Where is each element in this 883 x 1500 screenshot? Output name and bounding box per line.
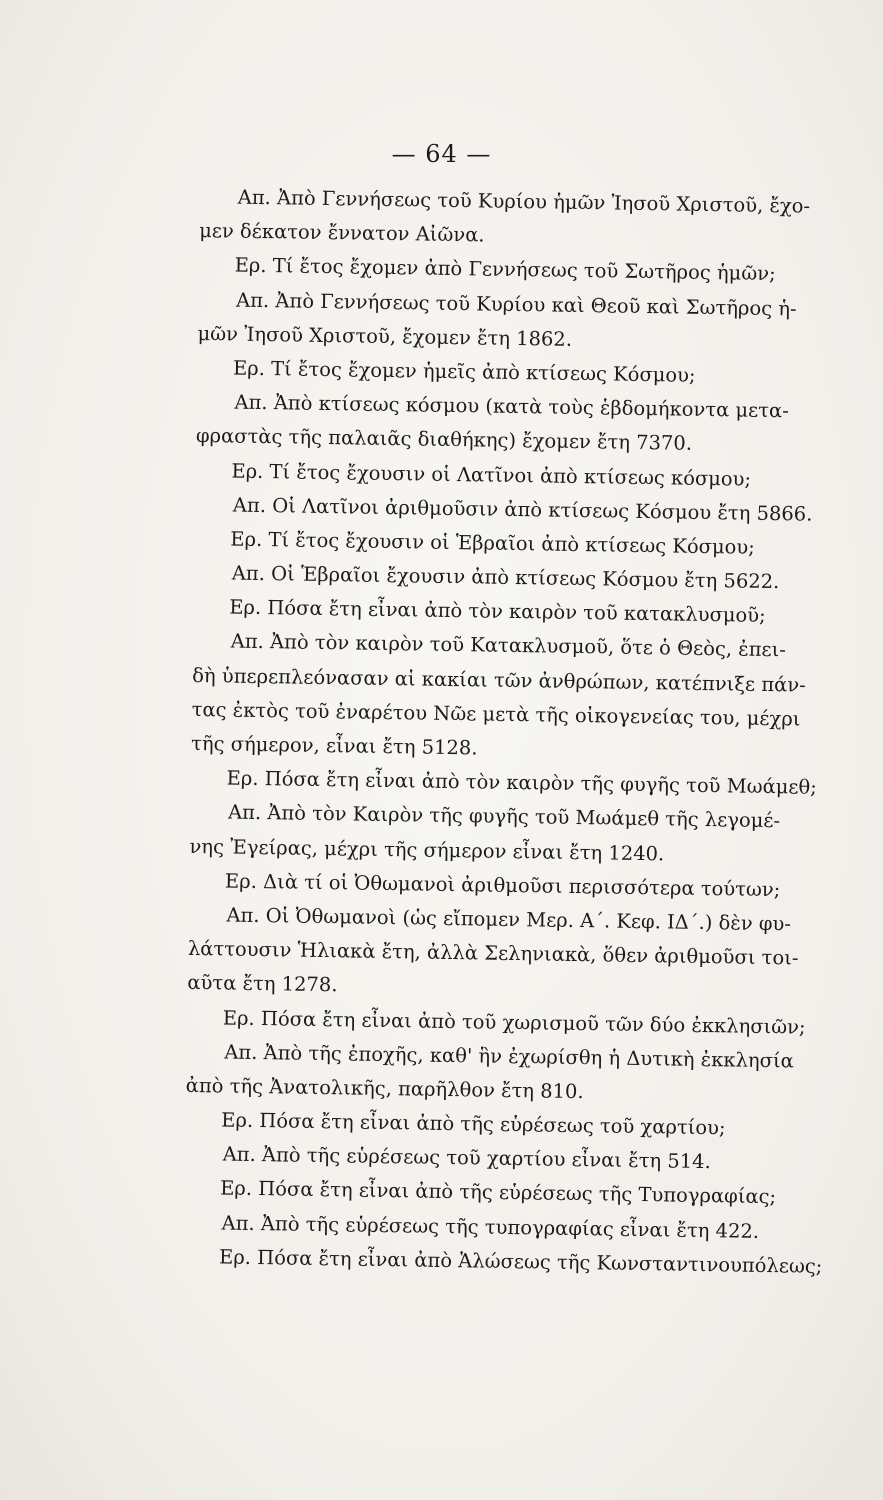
question-line: Ερ. Τί ἔτος ἔχομεν ἡμεῖς ἀπὸ κτίσεως Κόσμου; bbox=[232, 356, 696, 387]
question-line: Ερ. Πόσα ἔτη εἶναι ἀπὸ τὸν καιρὸν τοῦ κατακλυσμοῦ; bbox=[229, 595, 766, 628]
answer-line: Απ. Ἀπὸ κτίσεως κόσμου (κατὰ τοὺς ἑβδομήκοντα μετα- bbox=[234, 390, 789, 423]
question-line: Ερ. Πόσα ἔτη εἶναι ἀπὸ τὸν καιρὸν τῆς φυγῆς τοῦ Μωάμεθ; bbox=[226, 766, 818, 799]
question-line: Ερ. Τί ἔτος ἔχομεν ἀπὸ Γεννήσεως τοῦ Σωτῆρος ἡμῶν; bbox=[234, 253, 776, 286]
question-line: Ερ. Πόσα ἔτη εἶναι ἀπὸ τῆς εὑρέσεως τοῦ χαρτίου; bbox=[221, 1108, 726, 1140]
text-line: ἀπὸ τῆς Ἀνατολικῆς, παρῆλθον ἔτη 810. bbox=[185, 1073, 584, 1104]
answer-line: Απ. Ἀπὸ τῆς ἐποχῆς, καθ' ἣν ἐχωρίσθη ἡ Δυτικὴ ἐκκλησία bbox=[224, 1040, 794, 1073]
text-line: αῦτα ἔτη 1278. bbox=[187, 971, 338, 997]
answer-line: Απ. Ἀπὸ Γεννήσεως τοῦ Κυρίου ἡμῶν Ἰησοῦ Χριστοῦ, ἔχο- bbox=[237, 185, 811, 218]
question-line: Ερ. Πόσα ἔτη εἶναι ἀπὸ τοῦ χωρισμοῦ τῶν δύο ἐκκλησιῶν; bbox=[222, 1005, 806, 1039]
answer-line: Απ. Οἱ Ὀθωμανοὶ (ὡς εἴπομεν Μερ. Α΄. Κεφ. ΙΔ΄.) δὲν φυ- bbox=[226, 903, 792, 936]
text-line: τας ἐκτὸς τοῦ ἐναρέτου Νῶε μετὰ τῆς οἰκογενείας του, μέχρι bbox=[191, 697, 801, 731]
text-line: νης Ἐγείρας, μέχρι τῆς σήμερον εἶναι ἔτη 1240. bbox=[189, 834, 665, 865]
answer-line: Απ. Οἱ Λατῖνοι ἀριθμοῦσιν ἀπὸ κτίσεως Κόσμου ἔτη 5866. bbox=[232, 493, 813, 526]
answer-line: Απ. Ἀπὸ τὸν Καιρὸν τῆς φυγῆς τοῦ Μωάμεθ τῆς λεγομέ- bbox=[227, 800, 781, 833]
text-line: μῶν Ἰησοῦ Χριστοῦ, ἔχομεν ἔτη 1862. bbox=[197, 321, 573, 351]
answer-line: Απ. Ἀπὸ τὸν καιρὸν τοῦ Κατακλυσμοῦ, ὅτε ὁ Θεὸς, ἐπει- bbox=[230, 629, 787, 662]
answer-line: Απ. Ἀπὸ Γεννήσεως τοῦ Κυρίου καὶ Θεοῦ καὶ Σωτῆρος ἡ- bbox=[235, 288, 797, 320]
answer-line: Απ. Ἀπὸ τῆς εὑρέσεως τοῦ χαρτίου εἶναι ἔτη 514. bbox=[222, 1142, 711, 1174]
question-line: Ερ. Διὰ τί οἱ Ὀθωμανοὶ ἀριθμοῦσι περισσότερα τούτων; bbox=[224, 869, 781, 901]
question-line: Ερ. Πόσα ἔτη εἶναι ἀπὸ τῆς εὑρέσεως τῆς Τυπογραφίας; bbox=[219, 1176, 777, 1209]
text-line: τῆς σήμερον, εἶναι ἔτη 5128. bbox=[190, 731, 478, 760]
catechism-text bbox=[183, 180, 823, 1283]
question-line: Ερ. Τί ἔτος ἔχουσιν οἱ Ἑβραῖοι ἀπὸ κτίσεως Κόσμου; bbox=[230, 527, 755, 559]
answer-line: Απ. Ἀπὸ τῆς εὑρέσεως τῆς τυπογραφίας εἶναι ἔτη 422. bbox=[221, 1211, 760, 1243]
answer-line: Απ. Οἱ Ἑβραῖοι ἔχουσιν ἀπὸ κτίσεως Κόσμου ἔτη 5622. bbox=[231, 561, 780, 594]
text-line: δὴ ὑπερεπλεόνασαν αἱ κακίαι τῶν ἀνθρώπων, κατέπνιξε πάν- bbox=[192, 663, 806, 697]
text-line: μεν δέκατον ἔννατον Αἰῶνα. bbox=[199, 219, 485, 247]
question-line: Ερ. Τί ἔτος ἔχουσιν οἱ Λατῖνοι ἀπὸ κτίσεως κόσμου; bbox=[231, 459, 752, 491]
page-number: — 64 — bbox=[391, 140, 492, 168]
text-line: φραστὰς τῆς παλαιᾶς διαθήκης) ἔχομεν ἔτη 7370. bbox=[195, 424, 693, 456]
question-line: Ερ. Πόσα ἔτη εἶναι ἀπὸ Ἁλώσεως τῆς Κωνσταντινουπόλεως; bbox=[218, 1245, 823, 1278]
text-line: λάττουσιν Ἡλιακὰ ἔτη, ἀλλὰ Σεληνιακὰ, ὅθεν ἀριθμοῦσι τοι- bbox=[187, 937, 799, 970]
